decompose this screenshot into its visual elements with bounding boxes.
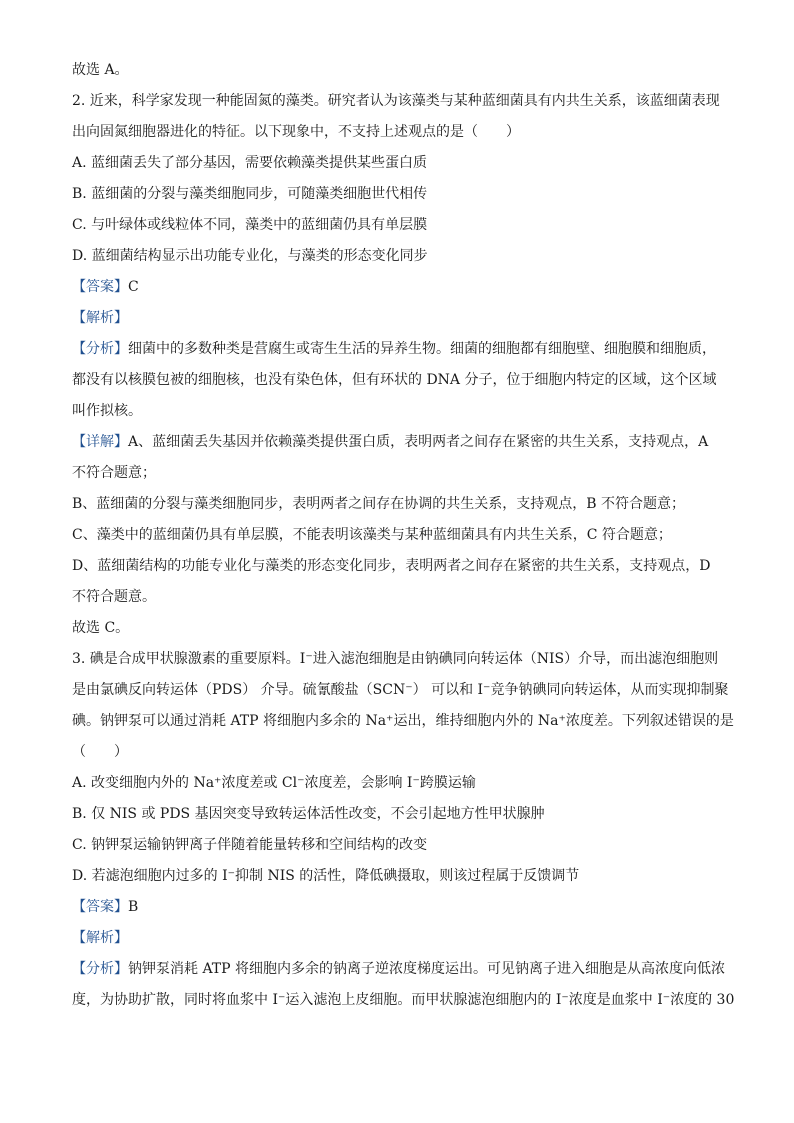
option-b: B. 蓝细菌的分裂与藻类细胞同步，可随藻类细胞世代相传	[72, 186, 428, 202]
option-a: A. 改变细胞内外的 Na⁺浓度差或 Cl⁻浓度差，会影响 I⁻跨膜运输	[72, 775, 476, 791]
option-c: C. 与叶绿体或线粒体不同，藻类中的蓝细菌仍具有单层膜	[72, 217, 428, 233]
answer-line	[72, 897, 722, 928]
answer-value: B	[128, 899, 139, 915]
text-line: 度，为协助扩散，同时将血浆中 I⁻运入滤泡上皮细胞。而甲状腺滤泡细胞内的 I⁻浓度是血浆中 I⁻浓度的 30	[72, 992, 735, 1008]
option-c: C. 钠钾泵运输钠钾离子伴随着能量转移和空间结构的改变	[72, 837, 428, 853]
text-line: D、蓝细菌结构的功能专业化与藻类的形态变化同步，表明两者之间存在紧密的共生关系，支持观点，D	[72, 558, 711, 574]
answer-label: 【答案】	[72, 899, 128, 915]
analysis-label: 【分析】	[72, 961, 128, 977]
answer-value: C	[128, 279, 139, 295]
answer-line	[72, 277, 722, 308]
option-d: D. 若滤泡细胞内过多的 I⁻抑制 NIS 的活性，降低碘摄取，则该过程属于反馈调节	[72, 868, 580, 884]
option-b: B. 仅 NIS 或 PDS 基因突变导致转运体活性改变，不会引起地方性甲状腺肿	[72, 806, 545, 822]
question-3-stem: 3. 碘是合成甲状腺激素的重要原料。I⁻进入滤泡细胞是由钠碘同向转运体（NIS）介导，而出滤泡细胞则	[72, 651, 719, 667]
question-3-stem: 碘。钠钾泵可以通过消耗 ATP 将细胞内多余的 Na⁺运出，维持细胞内外的 Na⁺浓度差。下列叙述错误的是	[72, 713, 734, 729]
question-3-stem: （ ）	[72, 744, 128, 760]
detail-line: 【详解】A、蓝细菌丢失基因并依赖藻类提供蛋白质，表明两者之间存在紧密的共生关系，支持观点，A	[72, 434, 709, 450]
question-2-stem: 2. 近来，科学家发现一种能固氮的藻类。研究者认为该藻类与某种蓝细菌具有内共生关系，该蓝细菌表现	[72, 93, 720, 109]
answer-label: 【答案】	[72, 279, 128, 295]
detail-label: 【详解】	[72, 434, 128, 450]
question-3-stem: 是由氯碘反向转运体（PDS） 介导。硫氰酸盐（SCN⁻） 可以和 I⁻竞争钠碘同向转运体，从而实现抑制聚	[72, 682, 729, 698]
text-line: 故选 C。	[72, 620, 130, 636]
analysis-line: 【分析】细菌中的多数种类是营腐生或寄生生活的异养生物。细菌的细胞都有细胞壁、细胞膜和细胞质，	[72, 341, 716, 357]
question-2-stem: 出向固氮细胞器进化的特征。以下现象中，不支持上述观点的是（ ）	[72, 124, 520, 140]
text-line: 叫作拟核。	[72, 403, 142, 419]
text-line: B、蓝细菌的分裂与藻类细胞同步，表明两者之间存在协调的共生关系，支持观点，B 不符合题意；	[72, 496, 686, 512]
analysis-heading: 【解析】	[72, 930, 128, 946]
analysis-heading: 【解析】	[72, 310, 128, 326]
document-body	[72, 60, 735, 1021]
text-line: C、藻类中的蓝细菌仍具有单层膜，不能表明该藻类与某种蓝细菌具有内共生关系，C 符合题意；	[72, 527, 672, 543]
text-line: 故选 A。	[72, 62, 129, 78]
text-line: 不符合题意。	[72, 589, 156, 605]
text-line: 不符合题意；	[72, 465, 156, 481]
analysis-line: 【分析】钠钾泵消耗 ATP 将细胞内多余的钠离子逆浓度梯度运出。可见钠离子进入细胞是从高浓度向低浓	[72, 961, 726, 977]
option-d: D. 蓝细菌结构显示出功能专业化，与藻类的形态变化同步	[72, 248, 428, 264]
option-a: A. 蓝细菌丢失了部分基因，需要依赖藻类提供某些蛋白质	[72, 155, 428, 171]
text-line: 都没有以核膜包被的细胞核，也没有染色体，但有环状的 DNA 分子，位于细胞内特定的区域，这个区域	[72, 372, 717, 388]
analysis-label: 【分析】	[72, 341, 128, 357]
